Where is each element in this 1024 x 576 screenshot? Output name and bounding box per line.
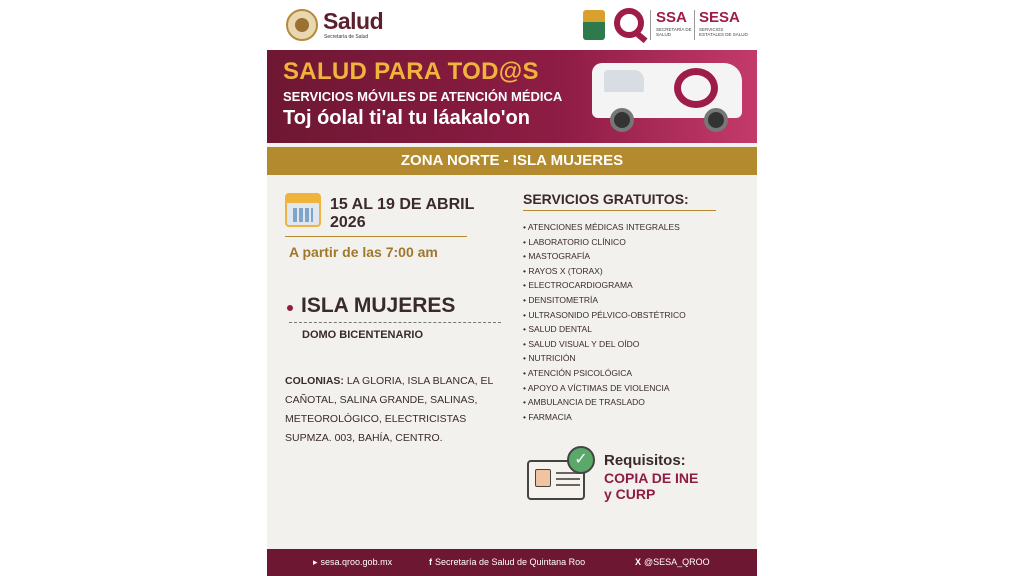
service-item: • AMBULANCIA DE TRASLADO: [523, 395, 686, 410]
campaign-banner: [267, 50, 757, 143]
event-time: A partir de las 7:00 am: [289, 244, 438, 260]
ssa-subtitle: SECRETARÍA DE SALUD: [656, 27, 692, 37]
event-date: 15 AL 19 DE ABRIL 2026: [330, 196, 475, 231]
banner-maya-phrase: Toj óolal ti'al tu láakalo'on: [283, 107, 530, 129]
requirements-title: Requisitos:: [604, 452, 686, 469]
footer-bar: [267, 549, 757, 576]
x-icon: X: [635, 557, 642, 567]
service-item: • ELECTROCARDIOGRAMA: [523, 278, 686, 293]
service-item: • RAYOS X (TORAX): [523, 264, 686, 279]
divider: [523, 210, 716, 211]
cursor-icon: ▸: [313, 557, 318, 567]
service-item: • SALUD DENTAL: [523, 322, 686, 337]
divider: [285, 236, 467, 237]
mexico-seal-icon: [286, 9, 318, 41]
header-logos: [267, 0, 757, 50]
service-item: • ULTRASONIDO PÉLVICO-OBSTÉTRICO: [523, 308, 686, 323]
bullet-icon: [287, 305, 293, 311]
banner-title: SALUD PARA TOD@S: [283, 58, 539, 85]
sesa-logo-text: SESA: [699, 9, 740, 26]
requirements-text: [604, 470, 698, 502]
services-title: SERVICIOS GRATUITOS:: [523, 191, 689, 207]
footer-web-text: sesa.qroo.gob.mx: [320, 557, 393, 567]
q-logo-icon: [614, 8, 644, 38]
zone-bar: ZONA NORTE - ISLA MUJERES: [267, 147, 757, 175]
footer-facebook-text: Secretaría de Salud de Quintana Roo: [435, 557, 586, 567]
divider: [694, 10, 695, 40]
facebook-icon: f: [429, 557, 432, 567]
divider: [650, 10, 651, 40]
mobile-clinic-van-icon: [592, 58, 744, 138]
service-item: • ATENCIÓN PSICOLÓGICA: [523, 366, 686, 381]
footer-x[interactable]: [635, 549, 710, 576]
footer-facebook[interactable]: [429, 549, 585, 576]
colonias-text: [285, 372, 511, 448]
salud-logo-subtitle: Secretaría de Salud: [324, 34, 369, 40]
service-item: • MASTOGRAFÍA: [523, 249, 686, 264]
colonias-list: LA GLORIA, ISLA BLANCA, EL CAÑOTAL, SALINA GRANDE, SALINAS, METEOROLÓGICO, ELECTRICISTAS SUPMZA. 003, BAHÍA, CENTRO.: [285, 375, 493, 444]
colonias-label: COLONIAS:: [285, 375, 344, 387]
sesa-subtitle: SERVICIOS ESTATALES DE SALUD: [699, 27, 748, 37]
banner-subtitle: SERVICIOS MÓVILES DE ATENCIÓN MÉDICA: [283, 89, 563, 104]
event-venue: DOMO BICENTENARIO: [302, 329, 423, 341]
divider: [289, 322, 501, 323]
footer-web[interactable]: [313, 549, 392, 576]
check-icon: ✓: [567, 446, 595, 474]
services-list: [523, 220, 686, 424]
calendar-icon: [285, 193, 321, 227]
salud-logo-text: Salud: [323, 8, 384, 34]
ssa-logo-text: SSA: [656, 9, 687, 26]
service-item: • SALUD VISUAL Y DEL OÍDO: [523, 337, 686, 352]
poster: [267, 0, 757, 576]
service-item: • APOYO A VÍCTIMAS DE VIOLENCIA: [523, 381, 686, 396]
service-item: • ATENCIONES MÉDICAS INTEGRALES: [523, 220, 686, 235]
service-item: • DENSITOMETRÍA: [523, 293, 686, 308]
footer-x-text: @SESA_QROO: [644, 557, 710, 567]
service-item: • LABORATORIO CLÍNICO: [523, 235, 686, 250]
requirement-line: y CURP: [604, 486, 656, 502]
event-place: ISLA MUJERES: [301, 294, 456, 317]
quintana-roo-crest-icon: [583, 10, 605, 40]
service-item: • FARMACIA: [523, 410, 686, 425]
requirement-line: COPIA DE INE: [604, 470, 699, 486]
service-item: • NUTRICIÓN: [523, 351, 686, 366]
